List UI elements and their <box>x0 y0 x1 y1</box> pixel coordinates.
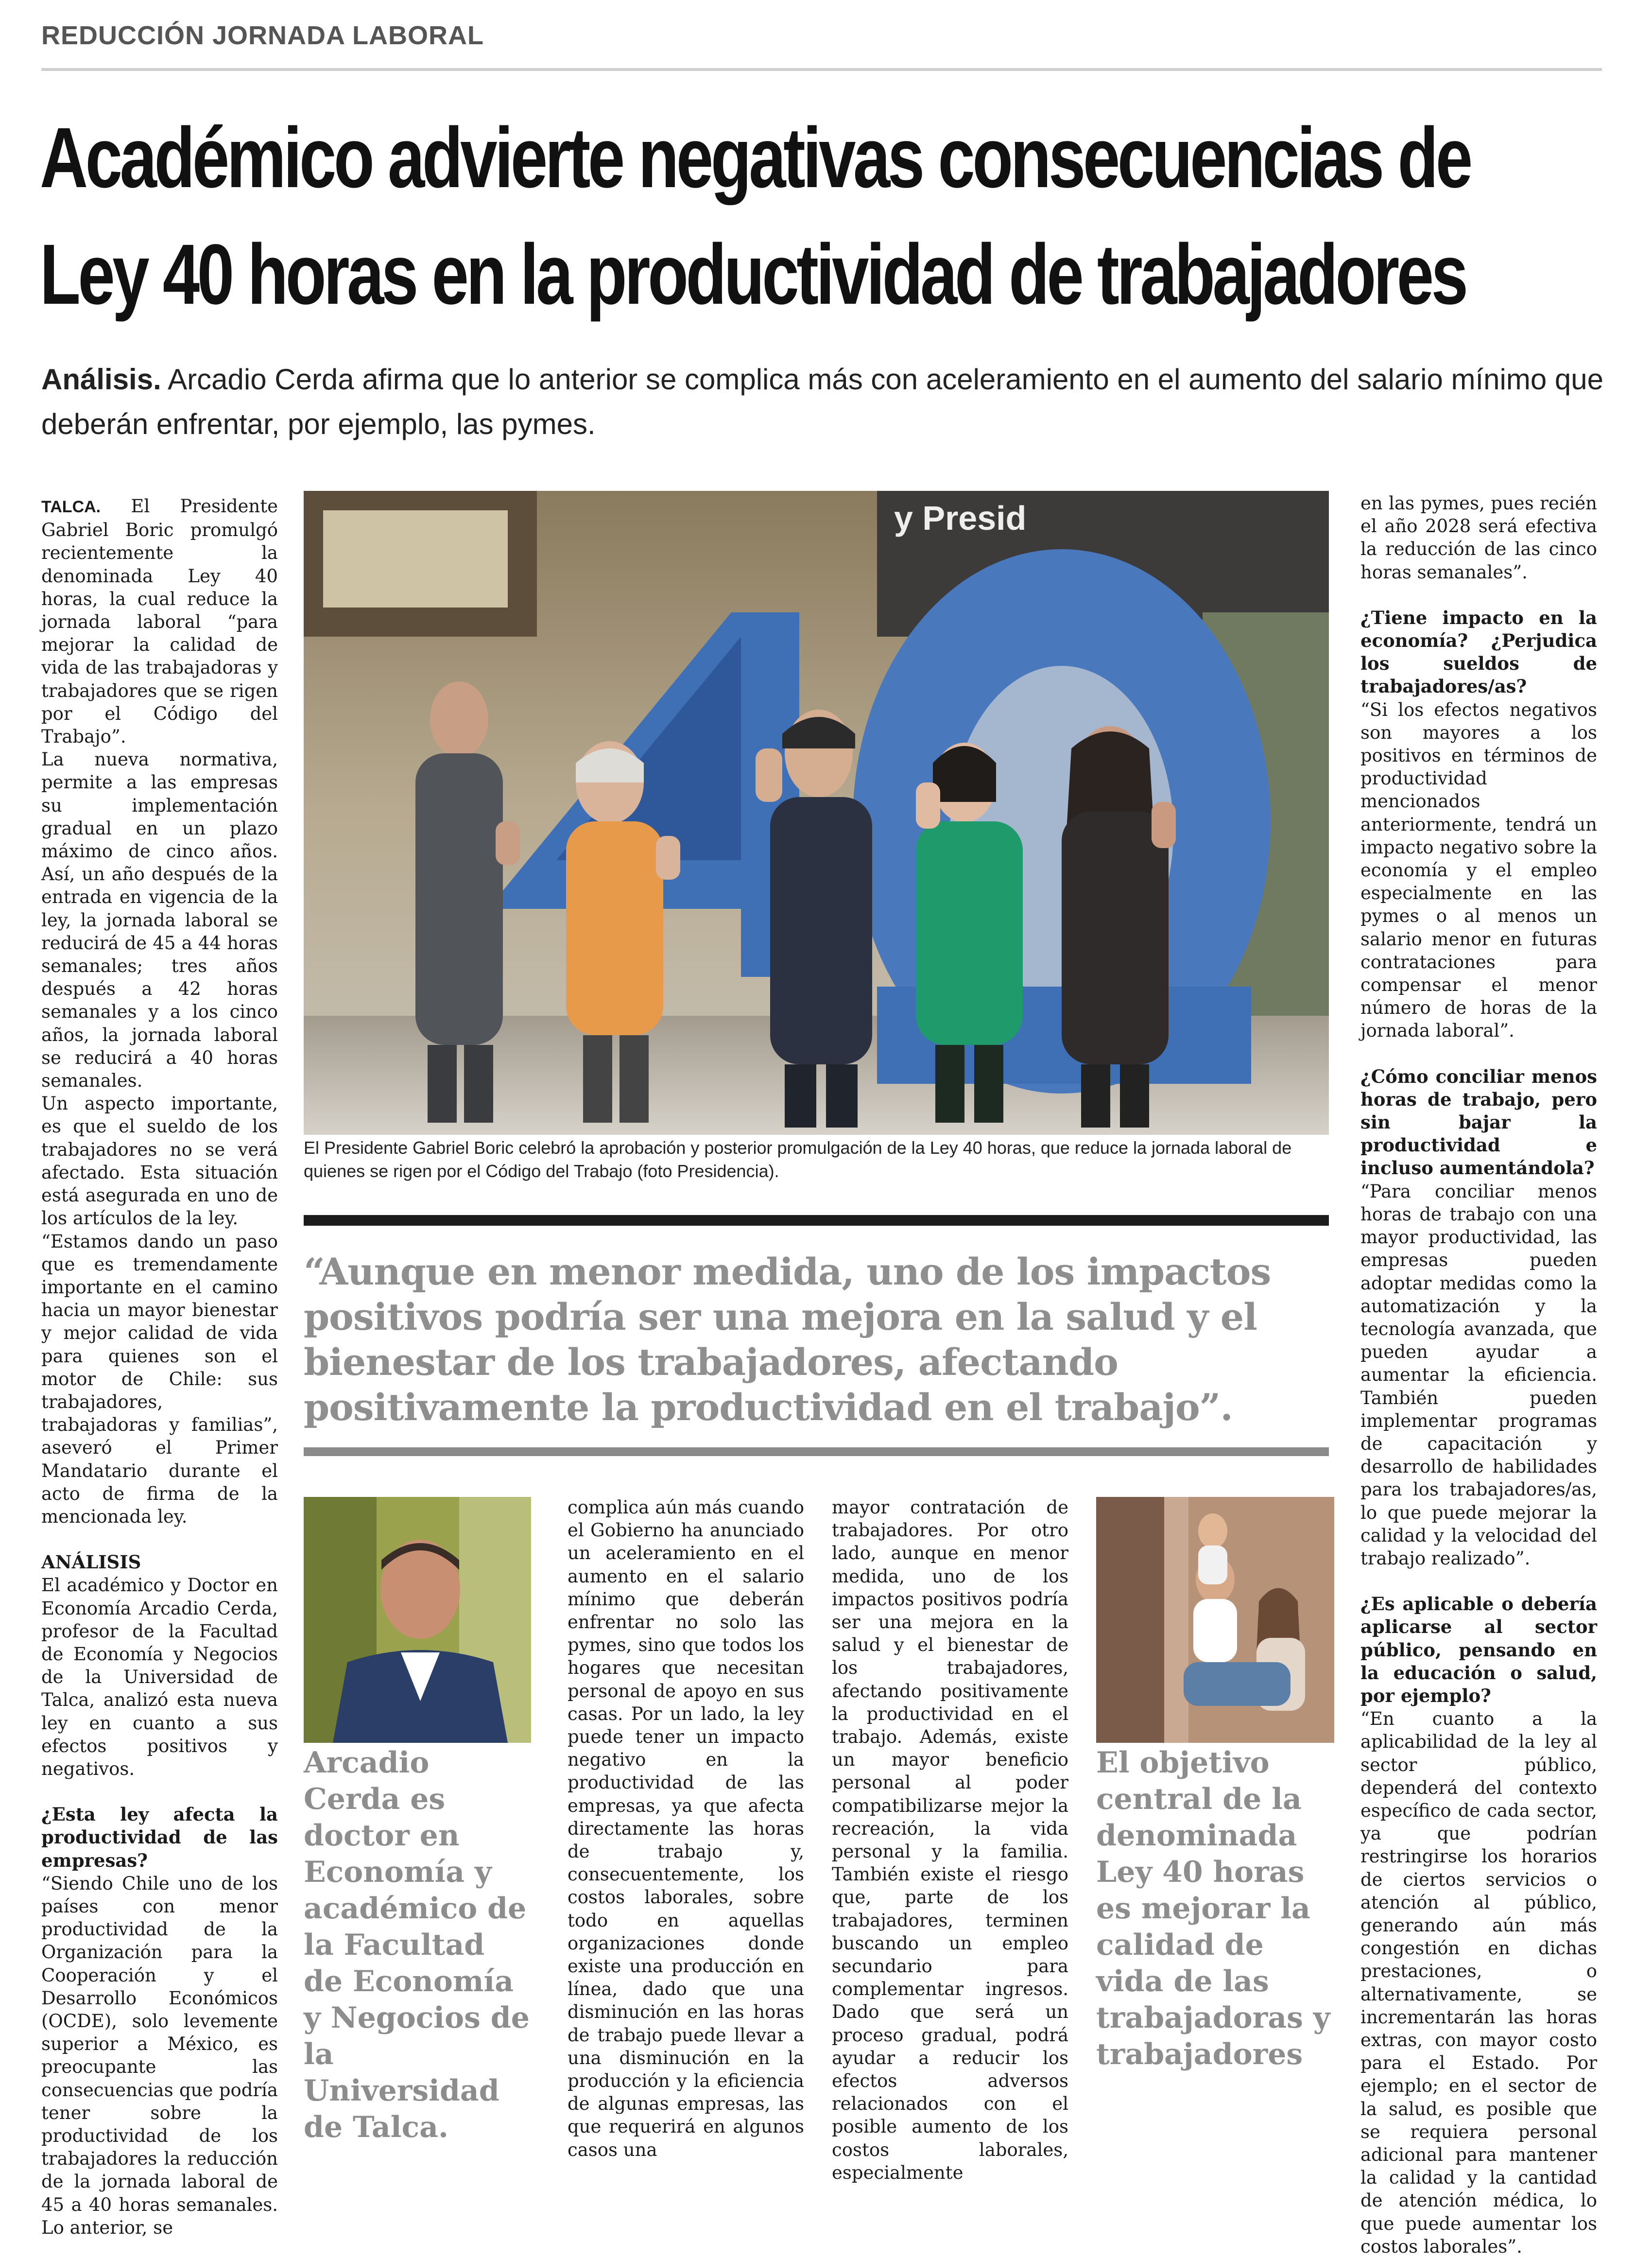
headline-line-1: Académico advierte negativas consecuencias de <box>40 110 1470 206</box>
family-photo <box>1096 1497 1334 1743</box>
col1-subhead-productividad: ¿Esta ley afecta la productividad de las empresas? <box>41 1804 278 1871</box>
deck-text: Arcadio Cerda afirma que lo anterior se complica más con aceleramiento en el aumento del salario mínimo que deberán enfrentar, por ejemplo, las pymes. <box>41 363 1603 440</box>
pullquote-bottom-bar <box>304 1447 1329 1456</box>
col5-subhead-conciliar: ¿Cómo conciliar menos horas de trabajo, pero sin bajar la productividad e incluso aumentándola? <box>1360 1065 1597 1179</box>
deck-lead: Análisis. <box>41 363 161 396</box>
column-1 <box>41 495 278 2239</box>
col4-text: mayor contratación de trabajadores. Por otro lado, aunque en menor medida, uno de los impactos positivos podría ser una mejora en la salud y el bienestar de los trabajadores, afectando positivamente la productividad en el trabajo. Además, existe un mayor beneficio personal al poder compatibilizarse mejor la recreación, la vida personal y la familia. También existe el riesgo que, parte de los trabajadores, terminen buscando un empleo secundario para complementar ingresos. Dado que será un proceso gradual, podrá ayudar a reducir los efectos adversos relacionados con el posible aumento de los costos laborales, especialmente <box>832 1497 1068 2183</box>
col5-paragraph-1: “Si los efectos negativos son mayores a los positivos en términos de productividad mencionados anteriormente, tendrá un impacto negativo sobre la economía y el empleo especialmente en las pymes o al menos un salario menor en futuras contrataciones para compensar el menor número de horas de la jornada laboral”. <box>1360 699 1597 1042</box>
header-rule <box>41 68 1602 71</box>
family-quote: El objetivo central de la denominada Ley 40 horas es mejorar la calidad de vida de las trabajadoras y trabajadores <box>1096 1746 1330 2071</box>
col5-subhead-economia: ¿Tiene impacto en la economía? ¿Perjudica los sueldos de trabajadores/as? <box>1360 607 1597 697</box>
col5-paragraph-0: en las pymes, pues recién el año 2028 será efectiva la reducción de las cinco horas semanales”. <box>1360 493 1597 583</box>
col5-paragraph-3: “En cuanto a la aplicabilidad de la ley al sector público, dependerá del contexto específico de cada sector, ya que podrían restringirse los horarios de ciertos servicios o atención al público, generando aún más congestión en dichas prestaciones, o alternativamente, se incrementarán las horas extras, con mayor costo para el Estado. Por ejemplo; en el sector de la salud, es posible que se requiera personal adicional para mantener la calidad y la cantidad de atención médica, lo que puede aumentar los costos laborales”. <box>1360 1708 1597 2257</box>
col1-paragraph-1 <box>41 495 278 748</box>
col1-paragraph-3: Un aspecto importante, es que el sueldo de los trabajadores no se verá afectado. Esta situación está asegurada en uno de los artículos de la ley. <box>41 1093 278 1229</box>
main-photo <box>304 491 1329 1135</box>
sign-text: y Presid <box>894 499 1027 537</box>
col1-paragraph-2: La nueva normativa, permite a las empresas su implementación gradual en un plazo máximo de cinco años. Así, un año después de la entrada en vigencia de la ley, la jornada laboral se reducirá de 45 a 44 horas semanales; tres años después a 42 horas semanales y a los cinco años, la jornada laboral se reducirá a 40 horas semanales. <box>41 749 278 1092</box>
col1-paragraph-5: El académico y Doctor en Economía Arcadio Cerda, profesor de la Facultad de Economía y Negocios de la Universidad de Talca, analizó esta nueva ley en cuanto a sus efectos positivos y negativos. <box>41 1575 278 1779</box>
main-photo-illustration <box>304 491 1329 1135</box>
portrait-quote: Arcadio Cerda es doctor en Economía y académico de la Facultad de Economía y Negocios de la Universidad de Talca. <box>304 1746 530 2144</box>
col5-subhead-sector-publico: ¿Es aplicable o debería aplicarse al sector público, pensando en la educación o salud, por ejemplo? <box>1360 1593 1597 1706</box>
column-3 <box>568 1496 804 2161</box>
section-label: REDUCCIÓN JORNADA LABORAL <box>41 21 484 50</box>
col1-p1-text: El Presidente Gabriel Boric promulgó recientemente la denominada Ley 40 horas, la cual reduce la jornada laboral “para mejorar la calidad de vida de las trabajadoras y trabajadores que se rigen por el Código del Trabajo”. <box>41 496 278 747</box>
portrait-illustration <box>304 1497 531 1743</box>
portrait-photo <box>304 1497 531 1743</box>
dateline: TALCA. <box>41 498 101 516</box>
col1-paragraph-4: “Estamos dando un paso que es tremendamente importante en el camino hacia un mayor bienestar y mejor calidad de vida para quienes son el motor de Chile: sus trabajadores, trabajadoras y familias”, aseveró el Primer Mandatario durante el acto de firma de la mencionada ley. <box>41 1231 278 1527</box>
family-illustration <box>1096 1497 1334 1743</box>
pullquote: “Aunque en menor medida, uno de los impactos positivos podría ser una mejora en la salud y el bienestar de los trabajadores, afectando positivamente la productividad en el trabajo”. <box>304 1250 1271 1429</box>
headline <box>40 100 1609 333</box>
headline-line-2: Ley 40 horas en la productividad de trabajadores <box>40 227 1466 322</box>
col1-paragraph-6: “Siendo Chile uno de los países con menor productividad de la Organización para la Cooperación y el Desarrollo Económicos (OCDE), solo levemente superior a México, es preocupante las consecuencias que podría tener sobre la productividad de los trabajadores la reducción de la jornada laboral de 45 a 40 horas semanales. Lo anterior, se <box>41 1873 278 2238</box>
pullquote-top-bar <box>304 1215 1329 1226</box>
col1-subhead-analisis: ANÁLISIS <box>41 1551 141 1573</box>
column-5 <box>1360 492 1597 2258</box>
deck <box>41 357 1603 447</box>
col3-text: complica aún más cuando el Gobierno ha anunciado un aceleramiento en el aumento en el salario mínimo que deberán enfrentar no solo las pymes, sino que todos los hogares que necesitan personal de apoyo en sus casas. Por un lado, la ley puede tener un impacto negativo en la productividad de las empresas, ya que afecta directamente las horas de trabajo y, consecuentemente, los costos laborales, sobre todo en aquellas organizaciones donde existe una producción en línea, dado que una disminución en las horas de trabajo puede llevar a una disminución en la producción y la eficiencia de algunas empresas, las que requerirá en algunos casos una <box>568 1497 804 2160</box>
column-4 <box>832 1496 1068 2184</box>
col5-paragraph-2: “Para conciliar menos horas de trabajo con una mayor productividad, las empresas pueden adoptar medidas como la automatización y la tecnología avanzada, que pueden ayudar a aumentar la eficiencia. También pueden implementar programas de capacitación y desarrollo de habilidades para los trabajadores/as, lo que puede mejorar la calidad y la velocidad del trabajo realizado”. <box>1360 1181 1597 1569</box>
photo-caption: El Presidente Gabriel Boric celebró la aprobación y posterior promulgación de la Ley 40 horas, que reduce la jornada laboral de quienes se rigen por el Código del Trabajo (foto Presidencia). <box>304 1138 1292 1181</box>
